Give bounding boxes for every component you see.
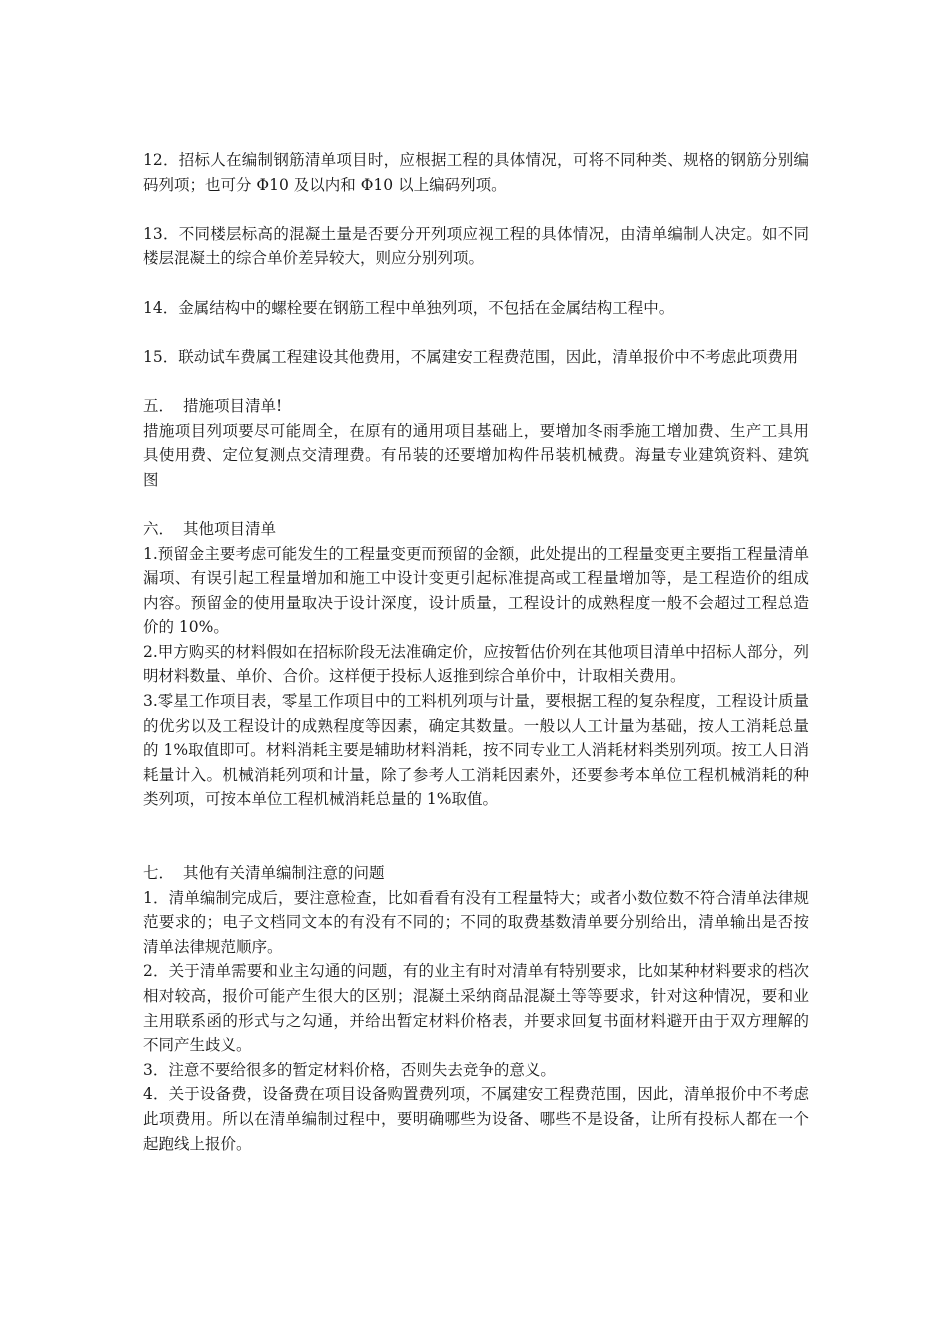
paragraph-gap <box>143 492 809 517</box>
section-7-item-1: 1．清单编制完成后，要注意检查，比如看看有没有工程量特大；或者小数位数不符合清单法律规范要求的；电子文档同文本的有没有不同的；不同的取费基数清单要分别给出，清单输出是否按清单法律规范顺序。 <box>143 888 809 956</box>
paragraph-gap <box>143 197 809 222</box>
section-5-title: 措施项目清单! <box>183 396 283 415</box>
paragraph-gap <box>143 369 809 394</box>
section-7-title: 其他有关清单编制注意的问题 <box>183 864 385 883</box>
section-5-number: 五． <box>143 396 175 415</box>
section-6-number: 六． <box>143 519 175 538</box>
paragraph-item-14: 14．金属结构中的螺栓要在钢筋工程中单独列项，不包括在金属结构工程中。 <box>143 298 675 317</box>
paragraph-gap <box>143 320 809 345</box>
section-6-title: 其他项目清单 <box>183 519 277 538</box>
paragraph-item-12: 12．招标人在编制钢筋清单项目时，应根据工程的具体情况，可将不同种类、规格的钢筋分别编码列项；也可分 Φ10 及以内和 Φ10 以上编码列项。 <box>143 151 809 194</box>
section-7-item-4: 4．关于设备费，设备费在项目设备购置费列项，不属建安工程费范围，因此，清单报价中不考虑此项费用。所以在清单编制过程中，要明确哪些为设备、哪些不是设备，让所有投标人都在一个起跑线上报价。 <box>143 1085 809 1153</box>
section-6-heading <box>143 517 809 542</box>
section-7-number: 七． <box>143 864 175 883</box>
document-page <box>143 148 809 1156</box>
section-6-item-2: 2.甲方购买的材料假如在招标阶段无法准确定价，应按暂估价列在其他项目清单中招标人部分，列明材料数量、单价、合价。这样便于投标人返推到综合单价中，计取相关费用。 <box>143 642 809 686</box>
section-5-heading <box>143 394 809 419</box>
section-6-item-3: 3.零星工作项目表，零星工作项目中的工料机列项与计量，要根据工程的复杂程度，工程设计质量的优劣以及工程设计的成熟程度等因素，确定其数量。一般以人工计量为基础，按人工消耗总量的 1%取值即可。材料消耗主要是辅助材料消耗，按不同专业工人消耗材料类别列项。按工人日消耗量计入。机械消耗列项和计量，除了参考人工消耗因素外，还要参考本单位工程机械消耗的种类列项，可按本单位工程机械消耗总量的 1%取值。 <box>143 692 809 809</box>
paragraph-item-13: 13．不同楼层标高的混凝土量是否要分开列项应视工程的具体情况，由清单编制人决定。如不同楼层混凝土的综合单价差异较大，则应分别列项。 <box>143 224 809 268</box>
paragraph-gap <box>143 271 809 296</box>
section-7-item-3: 3．注意不要给很多的暂定材料价格，否则失去竞争的意义。 <box>143 1060 556 1079</box>
section-7-item-2: 2．关于清单需要和业主勾通的问题，有的业主有时对清单有特别要求，比如某种材料要求的档次相对较高，报价可能产生很大的区别；混凝土采纳商品混凝土等等要求，针对这种情况，要和业主用联系函的形式与之勾通，并给出暂定材料价格表，并要求回复书面材料避开由于双方理解的不同产生歧义。 <box>143 962 809 1055</box>
section-5-body: 措施项目列项要尽可能周全，在原有的通用项目基础上，要增加冬雨季施工增加费、生产工具用具使用费、定位复测点交清理费。有吊装的还要增加构件吊装机械费。海量专业建筑资料、建筑图 <box>143 421 809 489</box>
paragraph-item-15: 15．联动试车费属工程建设其他费用，不属建安工程费范围，因此，清单报价中不考虑此项费用 <box>143 347 799 366</box>
paragraph-gap <box>143 812 809 861</box>
section-7-heading <box>143 861 809 886</box>
section-6-item-1: 1.预留金主要考虑可能发生的工程量变更而预留的金额，此处提出的工程量变更主要指工程量清单漏项、有误引起工程量增加和施工中设计变更引起标准提高或工程量增加等，是工程造价的组成内容。预留金的使用量取决于设计深度，设计质量，工程设计的成熟程度一般不会超过工程总造价的 10%。 <box>143 544 809 637</box>
